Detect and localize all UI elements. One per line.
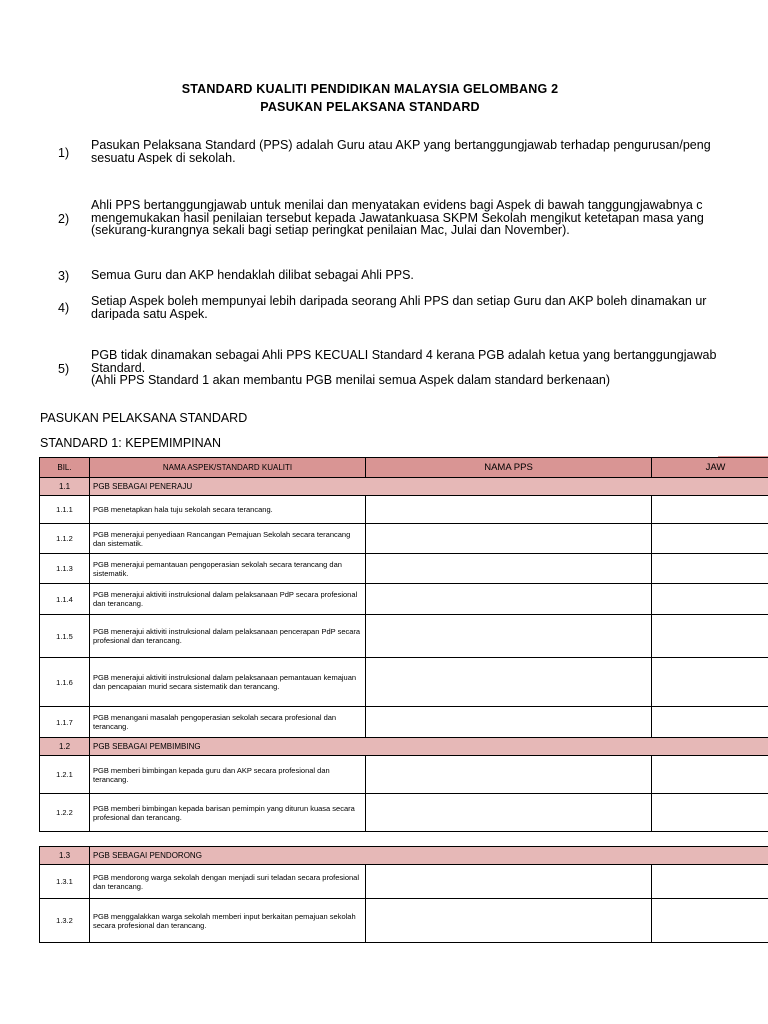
row-number: 1.1.1	[40, 496, 90, 524]
document-subtitle: PASUKAN PELAKSANA STANDARD	[260, 100, 480, 114]
nama-pps-cell[interactable]	[366, 756, 652, 794]
nama-pps-cell[interactable]	[366, 615, 652, 658]
note-text	[91, 349, 768, 387]
nama-pps-cell[interactable]	[366, 865, 652, 899]
row-aspect: PGB menetapkan hala tuju sekolah secara terancang.	[90, 496, 366, 524]
note-number: 4)	[58, 301, 70, 315]
row-number: 1.3.2	[40, 899, 90, 943]
jawatan-cell[interactable]	[652, 524, 768, 554]
table-row	[40, 865, 768, 899]
note-text	[91, 139, 768, 164]
row-aspect: PGB memberi bimbingan kepada guru dan AKP secara profesional dan terancang.	[90, 756, 366, 794]
row-number: 1.1.5	[40, 615, 90, 658]
nama-pps-cell[interactable]	[366, 707, 652, 738]
note-text	[91, 199, 768, 237]
nama-pps-cell[interactable]	[366, 524, 652, 554]
note-number: 3)	[58, 269, 70, 283]
note-line: mengemukakan hasil penilaian tersebut kepada Jawatankuasa SKPM Sekolah mengikut ketetapan masa yang	[91, 210, 704, 225]
row-aspect: PGB menggalakkan warga sekolah memberi input berkaitan pemajuan sekolah secara profesional dan terancang.	[90, 899, 366, 943]
pps-table-2	[39, 846, 768, 943]
pps-table-1	[39, 457, 768, 832]
row-aspect: PGB mendorong warga sekolah dengan menjadi suri teladan secara profesional dan terancang.	[90, 865, 366, 899]
nama-pps-cell[interactable]	[366, 554, 652, 584]
jawatan-cell[interactable]	[652, 615, 768, 658]
row-number: 1.2.1	[40, 756, 90, 794]
table-row	[40, 756, 768, 794]
note-line: Ahli PPS bertanggungjawab untuk menilai dan menyatakan evidens bagi Aspek di bawah tanggungjawabnya c	[91, 199, 703, 212]
nama-pps-cell[interactable]	[366, 496, 652, 524]
jawatan-cell[interactable]	[652, 554, 768, 584]
row-aspect: PGB menerajui pemantauan pengoperasian sekolah secara terancang dan sistematik.	[90, 554, 366, 584]
nama-pps-cell[interactable]	[366, 658, 652, 707]
row-number: 1.1.6	[40, 658, 90, 707]
document-title: STANDARD KUALITI PENDIDIKAN MALAYSIA GELOMBANG 2	[181, 82, 559, 96]
note-line: Semua Guru dan AKP hendaklah dilibat sebagai Ahli PPS.	[91, 269, 414, 282]
header-aspek: NAMA ASPEK/STANDARD KUALITI	[90, 458, 366, 478]
table-row	[40, 584, 768, 615]
note-line: (sekurang-kurangnya sekali bagi setiap peringkat penilaian Mac, Julai dan November).	[91, 223, 570, 237]
row-aspect: PGB menangani masalah pengoperasian sekolah secara profesional dan terancang.	[90, 707, 366, 738]
note-line: Pasukan Pelaksana Standard (PPS) adalah Guru atau AKP yang bertanggungjawab terhadap pengurusan/peng	[91, 139, 711, 152]
section-number: 1.1	[40, 478, 90, 496]
row-aspect: PGB menerajui aktiviti instruksional dalam pelaksanaan pencerapan PdP secara profesional dan terancang.	[90, 615, 366, 658]
jawatan-cell[interactable]	[652, 756, 768, 794]
note-number: 5)	[58, 362, 70, 376]
note-line: Standard.	[91, 360, 146, 375]
row-number: 1.1.3	[40, 554, 90, 584]
table-row	[40, 794, 768, 832]
row-number: 1.3.1	[40, 865, 90, 899]
section-heading: PASUKAN PELAKSANA STANDARD	[40, 411, 248, 425]
note-text	[91, 295, 768, 320]
section-row	[40, 478, 768, 496]
section-label: PGB SEBAGAI PEMBIMBING	[90, 738, 768, 756]
table-row	[40, 524, 768, 554]
table-row	[40, 496, 768, 524]
table-row	[40, 658, 768, 707]
jawatan-cell[interactable]	[652, 707, 768, 738]
header-jawatan: JAW	[652, 458, 768, 478]
note-line: PGB tidak dinamakan sebagai Ahli PPS KECUALI Standard 4 kerana PGB adalah ketua yang bertanggungjawab	[91, 349, 717, 362]
row-number: 1.1.7	[40, 707, 90, 738]
table-row	[40, 707, 768, 738]
jawatan-cell[interactable]	[652, 496, 768, 524]
section-row	[40, 847, 768, 865]
jawatan-cell[interactable]	[652, 865, 768, 899]
section-row	[40, 738, 768, 756]
row-number: 1.2.2	[40, 794, 90, 832]
section-number: 1.2	[40, 738, 90, 756]
nama-pps-cell[interactable]	[366, 794, 652, 832]
jawatan-cell[interactable]	[652, 658, 768, 707]
note-line: Setiap Aspek boleh mempunyai lebih daripada seorang Ahli PPS dan setiap Guru dan AKP boleh dinamakan ur	[91, 295, 707, 308]
note-line: sesuatu Aspek di sekolah.	[91, 150, 236, 164]
section-label: PGB SEBAGAI PENERAJU	[90, 478, 768, 496]
table-row	[40, 899, 768, 943]
note-text	[91, 269, 768, 282]
row-aspect: PGB menerajui aktiviti instruksional dalam pelaksanaan pemantauan kemajuan dan pencapaian murid secara sistematik dan terancang.	[90, 658, 366, 707]
table-row	[40, 554, 768, 584]
header-nama-pps: NAMA PPS	[366, 458, 652, 478]
section-number: 1.3	[40, 847, 90, 865]
header-bil: BIL.	[40, 458, 90, 478]
table-header-row	[40, 458, 768, 478]
note-number: 2)	[58, 212, 70, 226]
row-aspect: PGB menerajui penyediaan Rancangan Pemajuan Sekolah secara terancang dan sistematik.	[90, 524, 366, 554]
nama-pps-cell[interactable]	[366, 584, 652, 615]
note-number: 1)	[58, 146, 70, 160]
row-aspect: PGB menerajui aktiviti instruksional dalam pelaksanaan PdP secara profesional dan terancang.	[90, 584, 366, 615]
note-line: daripada satu Aspek.	[91, 306, 208, 320]
table-row	[40, 615, 768, 658]
jawatan-cell[interactable]	[652, 899, 768, 943]
nama-pps-cell[interactable]	[366, 899, 652, 943]
section-label: PGB SEBAGAI PENDORONG	[90, 847, 768, 865]
note-line: (Ahli PPS Standard 1 akan membantu PGB menilai semua Aspek dalam standard berkenaan)	[91, 373, 611, 387]
standard-heading: STANDARD 1: KEPEMIMPINAN	[40, 436, 222, 450]
row-number: 1.1.2	[40, 524, 90, 554]
row-aspect: PGB memberi bimbingan kepada barisan pemimpin yang diturun kuasa secara profesional dan terancang.	[90, 794, 366, 832]
jawatan-cell[interactable]	[652, 584, 768, 615]
jawatan-cell[interactable]	[652, 794, 768, 832]
row-number: 1.1.4	[40, 584, 90, 615]
